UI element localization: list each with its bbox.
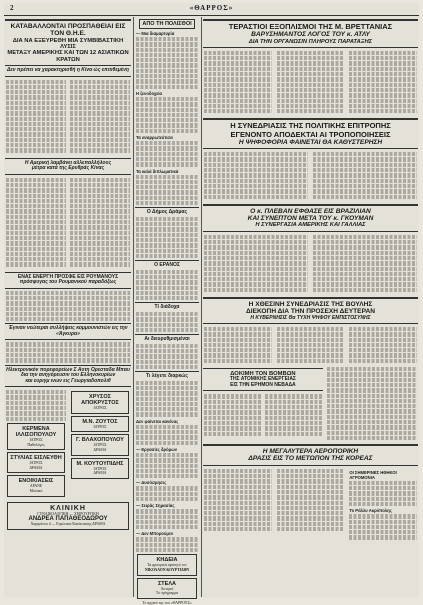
ad-box: ΕΝΟΙΚΙΑΣΕΙΣ ΑΡΑΝΕ Μονακό xyxy=(7,475,65,496)
newspaper-page xyxy=(4,3,419,605)
article-text xyxy=(265,394,322,436)
article-text xyxy=(136,344,198,369)
article-text xyxy=(136,509,198,529)
ad-box: ΧΡΥΣΟΣ ΑΠΟΚΡΥΣΤΟΣ ΙΑΤΡΟΣ xyxy=(71,391,129,414)
top-headline-3: ΔΙΑ ΤΗΝ ΟΡΓΑΝΩΣΙΝ ΠΛΗΡΟΥΣ ΠΑΡΑΤΑΞΗΣ xyxy=(248,38,373,45)
clinic-ad xyxy=(7,502,129,530)
clinic-name: ΑΝΔΡΕΑ ΠΑΠΑΘΕΟΔΩΡΟΥ xyxy=(28,516,108,523)
third-headline-2: πρόσφυγας του Ρουμανικού παραδόξως xyxy=(19,279,117,286)
article-text xyxy=(349,327,417,364)
item-heading: Δεν φαίνεται κανένας xyxy=(136,418,179,424)
top-headline-1: ΤΕΡΑΣΤΙΟΙ ΕΞΟΠΛΙΣΜΟΙ ΤΗΣ Μ. ΒΡΕΤΤΑΝΙΑΣ xyxy=(228,22,393,31)
cinema-title: ΣΤΕΛΑ xyxy=(158,580,176,587)
second-headline-a: Η ΣΥΝΕΔΡΙΑΣΙΣ ΤΗΣ ΠΟΛΙΤΙΚΗΣ ΕΠΙΤΡΟΠΗΣ xyxy=(230,121,391,131)
article-text xyxy=(204,394,261,436)
fifth-headline-b: ΤΗΣ ΑΤΟΜΙΚΗΣ ΕΝΕΡΓΕΙΑΣ xyxy=(229,376,296,383)
article-text xyxy=(277,469,345,532)
article-text xyxy=(136,381,198,417)
article-text xyxy=(136,425,198,445)
lead-headline-2: ΔΙΑ ΝΑ ΕΞΕΥΡΕΘΗ ΜΙΑ ΣΥΜΒΙΒΑΣΤΙΚΗ ΛΥΣΙΣ xyxy=(12,37,124,50)
article-text xyxy=(313,235,417,293)
second-headline-1: Η Αμερική λαμβάνει αλλεπαλλήλους xyxy=(24,159,112,166)
column-middle xyxy=(135,17,199,605)
column-left xyxy=(5,17,131,597)
top-headline-2: ΒΑΡΥΣΗΜΑΝΤΟΣ ΛΟΓΟΣ ΤΟΥ κ. ΑΤΛΥ xyxy=(251,31,370,39)
article-text xyxy=(277,327,345,364)
item-heading: Τα αναρρωτεύτισα xyxy=(136,135,173,141)
article-text xyxy=(136,537,198,552)
article-text xyxy=(277,51,345,115)
item-heading: — Εργασίες δρόμων xyxy=(136,446,178,452)
article-text xyxy=(136,486,198,501)
second-headline-c: Η ΨΗΦΟΦΟΡΙΑ ΦΑΙΝΕΤΑΙ ΘΑ ΚΑΘΥΣΤΕΡΗΣΗ xyxy=(238,138,383,146)
article-text xyxy=(136,97,198,133)
fifth-headline-c: ΕΙΣ ΤΗΝ ΕΡΗΜΟΝ ΝΕΒΑΔΑ xyxy=(230,381,296,388)
cinema-notice: ΣΤΕΛΑ Αστεροί Το πρόγραμμα xyxy=(137,578,197,599)
second-headline-b: ΕΓΕΝΟΝΤΟ ΑΠΟΔΕΚΤΑΙ ΑΙ ΤΡΟΠΟΠΟΙΗΣΕΙΣ xyxy=(230,129,391,139)
masthead xyxy=(4,3,419,16)
item-heading: — Σειράς Σημασίας xyxy=(136,503,175,509)
article-text xyxy=(327,367,417,440)
third-headline-1: ΕΝΑΣ ΕΝΕΡΓΗ ΠΡΟΣΦΕ ΕΙΣ ΡΟΥΜΑΝΟΥΣ xyxy=(17,273,119,280)
article-text xyxy=(136,141,198,166)
second-headline-2: μέτρα κατά της Ερυθράς Κίνας xyxy=(31,165,105,172)
fourth-headline-3: και ευριγμ ινων εις Γεωργιαδοπολιθ xyxy=(25,377,111,384)
article-text xyxy=(136,175,198,206)
funeral-title: ΚΗΔΕΙΑ xyxy=(156,557,178,564)
ad-box: Μ. ΚΟΥΤΟΥΠΙΔΗΣ ΙΑΤΡΟΣ ΔΡΑΜΑ xyxy=(71,458,129,479)
fifth-headline-a: ΔΟΚΙΜΗ ΤΟΝ ΒΟΜΒΩΝ xyxy=(230,371,296,378)
article-text xyxy=(6,291,130,322)
article-text xyxy=(136,453,198,478)
notice-heading: Ο Δήμος Δράμας xyxy=(146,209,188,216)
article-text xyxy=(204,469,272,532)
article-text xyxy=(70,80,130,154)
article-text xyxy=(6,342,130,362)
page-number: 2 xyxy=(10,4,14,12)
lead-headline-1: ΚΑΤΑΒΑΛΛΟΝΤΑΙ ΠΡΟΣΠΑΘΕΙΑΙ ΕΙΣ ΤΟΝ Θ.Η.Ε. xyxy=(10,23,126,38)
fourth-headline-1: Ηλεκτρονικόν πορεφορείων Σ Αυτη Ορεσταδα Μπαυ xyxy=(6,366,130,373)
item-heading: Η ξενοδοχεία xyxy=(136,90,163,96)
article-text xyxy=(204,51,272,115)
newspaper-name: «ΘΑΡΡΟΣ» xyxy=(189,4,234,12)
fourth-headline-b: ΔΙΕΚΟΠΗ ΔΙΑ ΤΗΝ ΠΡΟΣΕΧΗ ΔΕΥΤΕΡΑΝ xyxy=(246,308,375,316)
article-text xyxy=(204,327,272,364)
article-text xyxy=(6,80,66,154)
footer-note: Το αρχικό της του «ΘΑΡΡΟΥΣ» xyxy=(142,600,192,605)
article-text xyxy=(136,37,198,89)
item-heading: — Δεν Μπορούμεν xyxy=(136,531,174,537)
article-text xyxy=(136,312,198,332)
ad-box: Γ. ΒΛΑΧΟΠΟΥΛΟΥ ΙΑΤΡΟΣ ΔΡΑΜΑ xyxy=(71,434,129,455)
clinic-title: ΚΛΙΝΙΚΗ xyxy=(50,504,86,512)
article-text xyxy=(70,178,130,268)
sixth-headline-b: ΔΡΑΣΙΣ ΕΙΣ ΤΟ ΜΕΤΩΠΟΝ ΤΗΣ ΚΟΡΕΑΣ xyxy=(248,455,373,463)
ad-box: Μ.Ν. ΖΟΥΤΟΣ ΙΑΤΡΟΣ xyxy=(71,416,129,433)
third-headline-c: Η ΣΥΝΕΡΓΑΣΙΑ ΑΜΕΡΙΚΗΣ ΚΑΙ ΓΑΛΛΙΑΣ xyxy=(255,222,366,229)
article-text xyxy=(136,270,198,301)
notice-heading: Τι λέγετε διαρκώς xyxy=(146,373,188,380)
item-heading: — Μια διαμαρτυρία xyxy=(136,31,175,36)
sixth-headline-a: Η ΜΕΓΑΛΥΤΕΡΑ ΑΕΡΟΠΟΡΙΚΗ xyxy=(262,448,359,456)
notice-heading: Ο ΕΡΑΝΟΣ xyxy=(154,262,180,269)
article-text xyxy=(136,217,198,258)
third-subhead: Έγιναν νεώτεραι συλλήψεις κομμουνιστών εις την «Άγκυρα» xyxy=(8,325,128,337)
funeral-notice: ΚΗΔΕΙΑ Τα φρουρικά αγαπητό τον ΝΙΚΟΛΑΟΝ ΚΟΥΡΤΙΔΗΝ xyxy=(137,554,197,575)
ad-box: ΣΤΥΛΙΑΣ ΕΙΣΛΕΥΘΗ ΙΑΤΡΟΣ ΔΡΑΜΑ xyxy=(7,452,65,473)
article-text xyxy=(204,152,308,200)
section-title: ΑΠΟ ΤΗ ΠΟΛΙΣΘΟΙ xyxy=(139,19,195,29)
notice-heading: Αι διευρυθμισμέναι xyxy=(144,336,190,343)
item-heading: Τα καλά διπλωματικά xyxy=(136,168,179,174)
article-text xyxy=(204,235,308,293)
sport-title: Το Ράλλυ Ακρόπολης xyxy=(349,508,392,514)
lead-headline-3: ΜΕΤΑΞΥ ΑΜΕΡΙΚΗΣ ΚΑΙ ΤΩΝ 12 ΑΣΙΑΤΙΚΩΝ ΚΡΑΤΩΝ xyxy=(7,50,129,63)
article-text xyxy=(6,390,66,421)
item-heading: — Δυσόσμησις xyxy=(136,480,167,486)
notice-heading: Τί διάδοχα xyxy=(154,304,180,311)
third-headline-a: Ο κ. ΠΛΕΒΑΝ ΕΦΘΑΣΕ ΕΙΣ ΒΡΑΖΙΛΙΑΝ xyxy=(250,207,371,215)
ad-box: ΚΕΡΜΕΝΑ ΙΛΛΙΣΟΠΟΥΛΟΥ ΙΑΤΡΟΣ Παθολόγος xyxy=(7,423,65,450)
fourth-headline-a: Η ΧΘΕΣΙΝΗ ΣΥΝΕΔΡΙΑΣΙΣ ΤΗΣ ΒΟΥΛΗΣ xyxy=(248,301,373,308)
clinic-address: Χαριμάνου 4 — Ευρώπεια Κατάστασης ΔΡΑΜΑ xyxy=(30,522,106,527)
column-right xyxy=(203,17,418,597)
fourth-headline-2: δια την ανηγόρευσιν του Ελληνοκυρίων xyxy=(20,372,116,379)
article-text xyxy=(6,178,66,268)
article-text xyxy=(349,481,417,506)
article-text xyxy=(349,51,417,115)
lead-subhead: Δεν πρέπει να χαρακτηρισθή η Κίνα ώς επιτιθεμένη xyxy=(7,67,129,73)
fourth-headline-c: Η ΚΥΒΕΡΝΗΣΙΣ Θα ΤΥΧΗ ΨΗΦΟΥ ΕΜΠΙΣΤΟΣΥΝΗΣ xyxy=(250,314,371,321)
article-text xyxy=(313,152,417,200)
article-text xyxy=(349,514,417,539)
third-headline-b: ΚΑΙ ΣΥΝΕΠΤΟΝ ΜΕΤΑ ΤΟΥ κ. ΓΚΟΥΜΑΝ xyxy=(247,215,374,223)
clinic-subtitle: ΓΥΝΑΙΚΟΛΟΓΙΚΗ — ΧΕΙΡΟΥΡΓΙΚΗ xyxy=(37,511,99,516)
ref-title: ΟΙ ΣΗΜΕΡΙΝΕΣ ΗΘΗΚΟΙ ΑΓΡΟΜΟΝΙΑ xyxy=(349,469,397,480)
